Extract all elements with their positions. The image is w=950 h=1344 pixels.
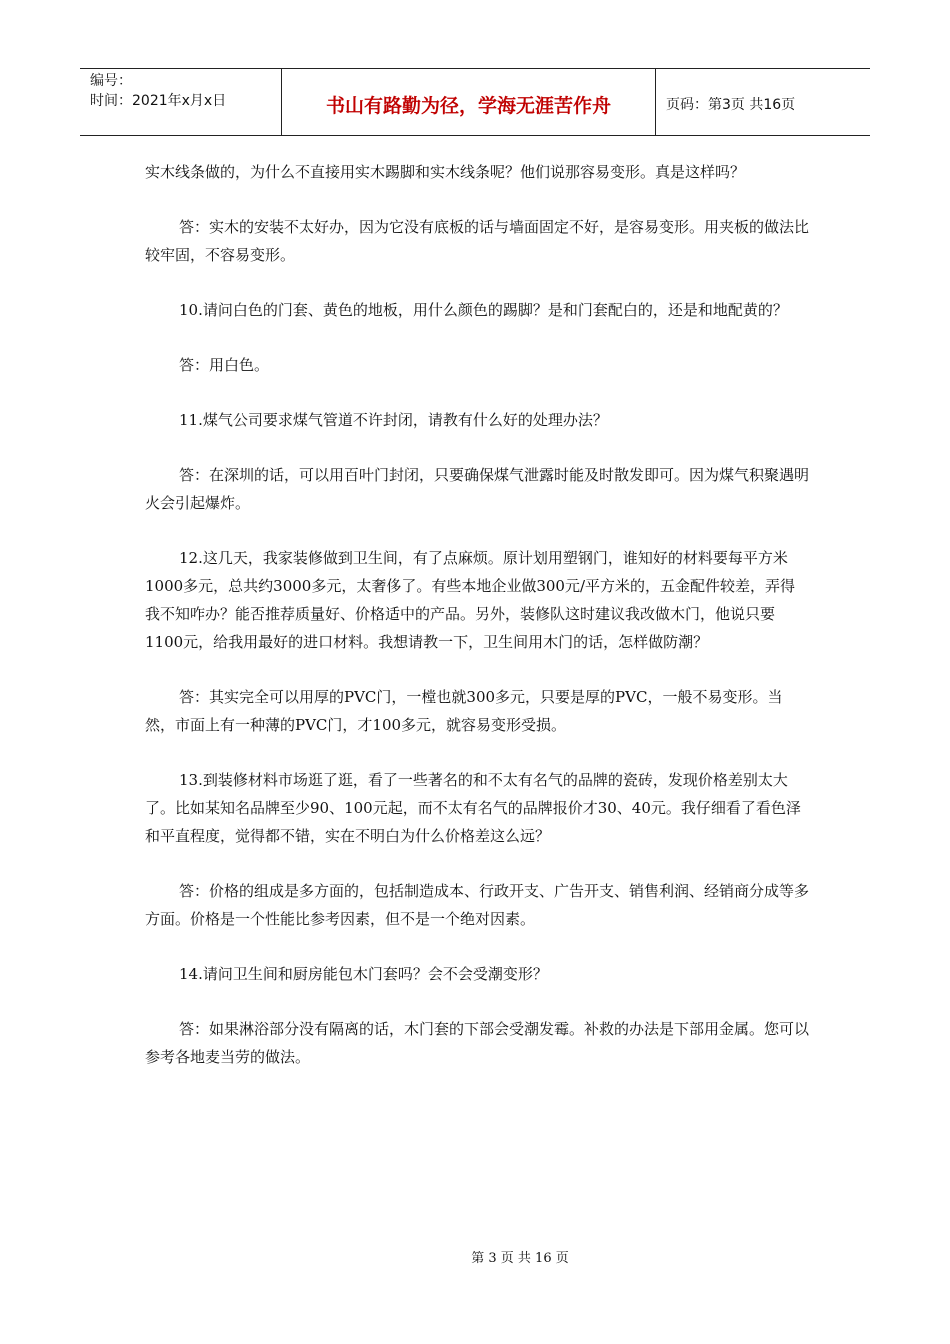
footer-page-number: 第 3 页 共 16 页 [471, 1251, 569, 1266]
paragraph: 答：在深圳的话，可以用百叶门封闭，只要确保煤气泄露时能及时散发即可。因为煤气积聚遇明火会引起爆炸。 [145, 466, 810, 512]
page-footer [0, 1247, 950, 1266]
date-label: 时间：2021年x月x日 [90, 93, 227, 109]
document-body [145, 158, 810, 1098]
paragraph: 13.到装修材料市场逛了逛，看了一些著名的和不太有名气的品牌的瓷砖，发现价格差别太大了。比如某知名品牌至少90、100元起，而不太有名气的品牌报价才30、40元。我仔细看了看色泽和平直程度，觉得都不错，实在不明白为什么价格差这么远？ [145, 771, 801, 845]
paragraph: 答：实木的安装不太好办，因为它没有底板的话与墙面固定不好，是容易变形。用夹板的做法比较牢固，不容易变形。 [145, 218, 810, 264]
paragraph: 答：其实完全可以用厚的PVC门，一樘也就300多元，只要是厚的PVC，一般不易变形。当然，市面上有一种薄的PVC门，才100多元，就容易变形受损。 [145, 688, 783, 734]
header-page-label: 页码：第3页 共16页 [666, 97, 796, 113]
paragraph: 12.这几天，我家装修做到卫生间，有了点麻烦。原计划用塑钢门，谁知好的材料要每平方米1000多元，总共约3000多元，太奢侈了。有些本地企业做300元/平方米的，五金配件较差，弄得我不知咋办？能否推荐质量好、价格适中的产品。另外，装修队这时建议我改做木门，他说只要1100元，给我用最好的进口材料。我想请教一下，卫生间用木门的话，怎样做防潮？ [145, 549, 796, 651]
paragraph: 10.请问白色的门套、黄色的地板，用什么颜色的踢脚？是和门套配白的，还是和地配黄的？ [179, 301, 788, 319]
paragraph: 实木线条做的，为什么不直接用实木踢脚和实木线条呢？他们说那容易变形。真是这样吗？ [145, 163, 746, 181]
header-motto: 书山有路勤为径，学海无涯苦作舟 [282, 69, 656, 135]
document-header [80, 68, 870, 136]
header-meta [80, 69, 282, 135]
code-label: 编号： [90, 73, 132, 89]
paragraph: 答：如果淋浴部分没有隔离的话，木门套的下部会受潮发霉。补救的办法是下部用金属。您可以参考各地麦当劳的做法。 [145, 1020, 810, 1066]
paragraph: 14.请问卫生间和厨房能包木门套吗？会不会受潮变形？ [179, 965, 548, 983]
paragraph: 答：用白色。 [179, 356, 270, 374]
paragraph: 11.煤气公司要求煤气管道不许封闭，请教有什么好的处理办法？ [179, 411, 608, 429]
paragraph: 答：价格的组成是多方面的，包括制造成本、行政开支、广告开支、销售利润、经销商分成等多方面。价格是一个性能比参考因素，但不是一个绝对因素。 [145, 882, 810, 928]
